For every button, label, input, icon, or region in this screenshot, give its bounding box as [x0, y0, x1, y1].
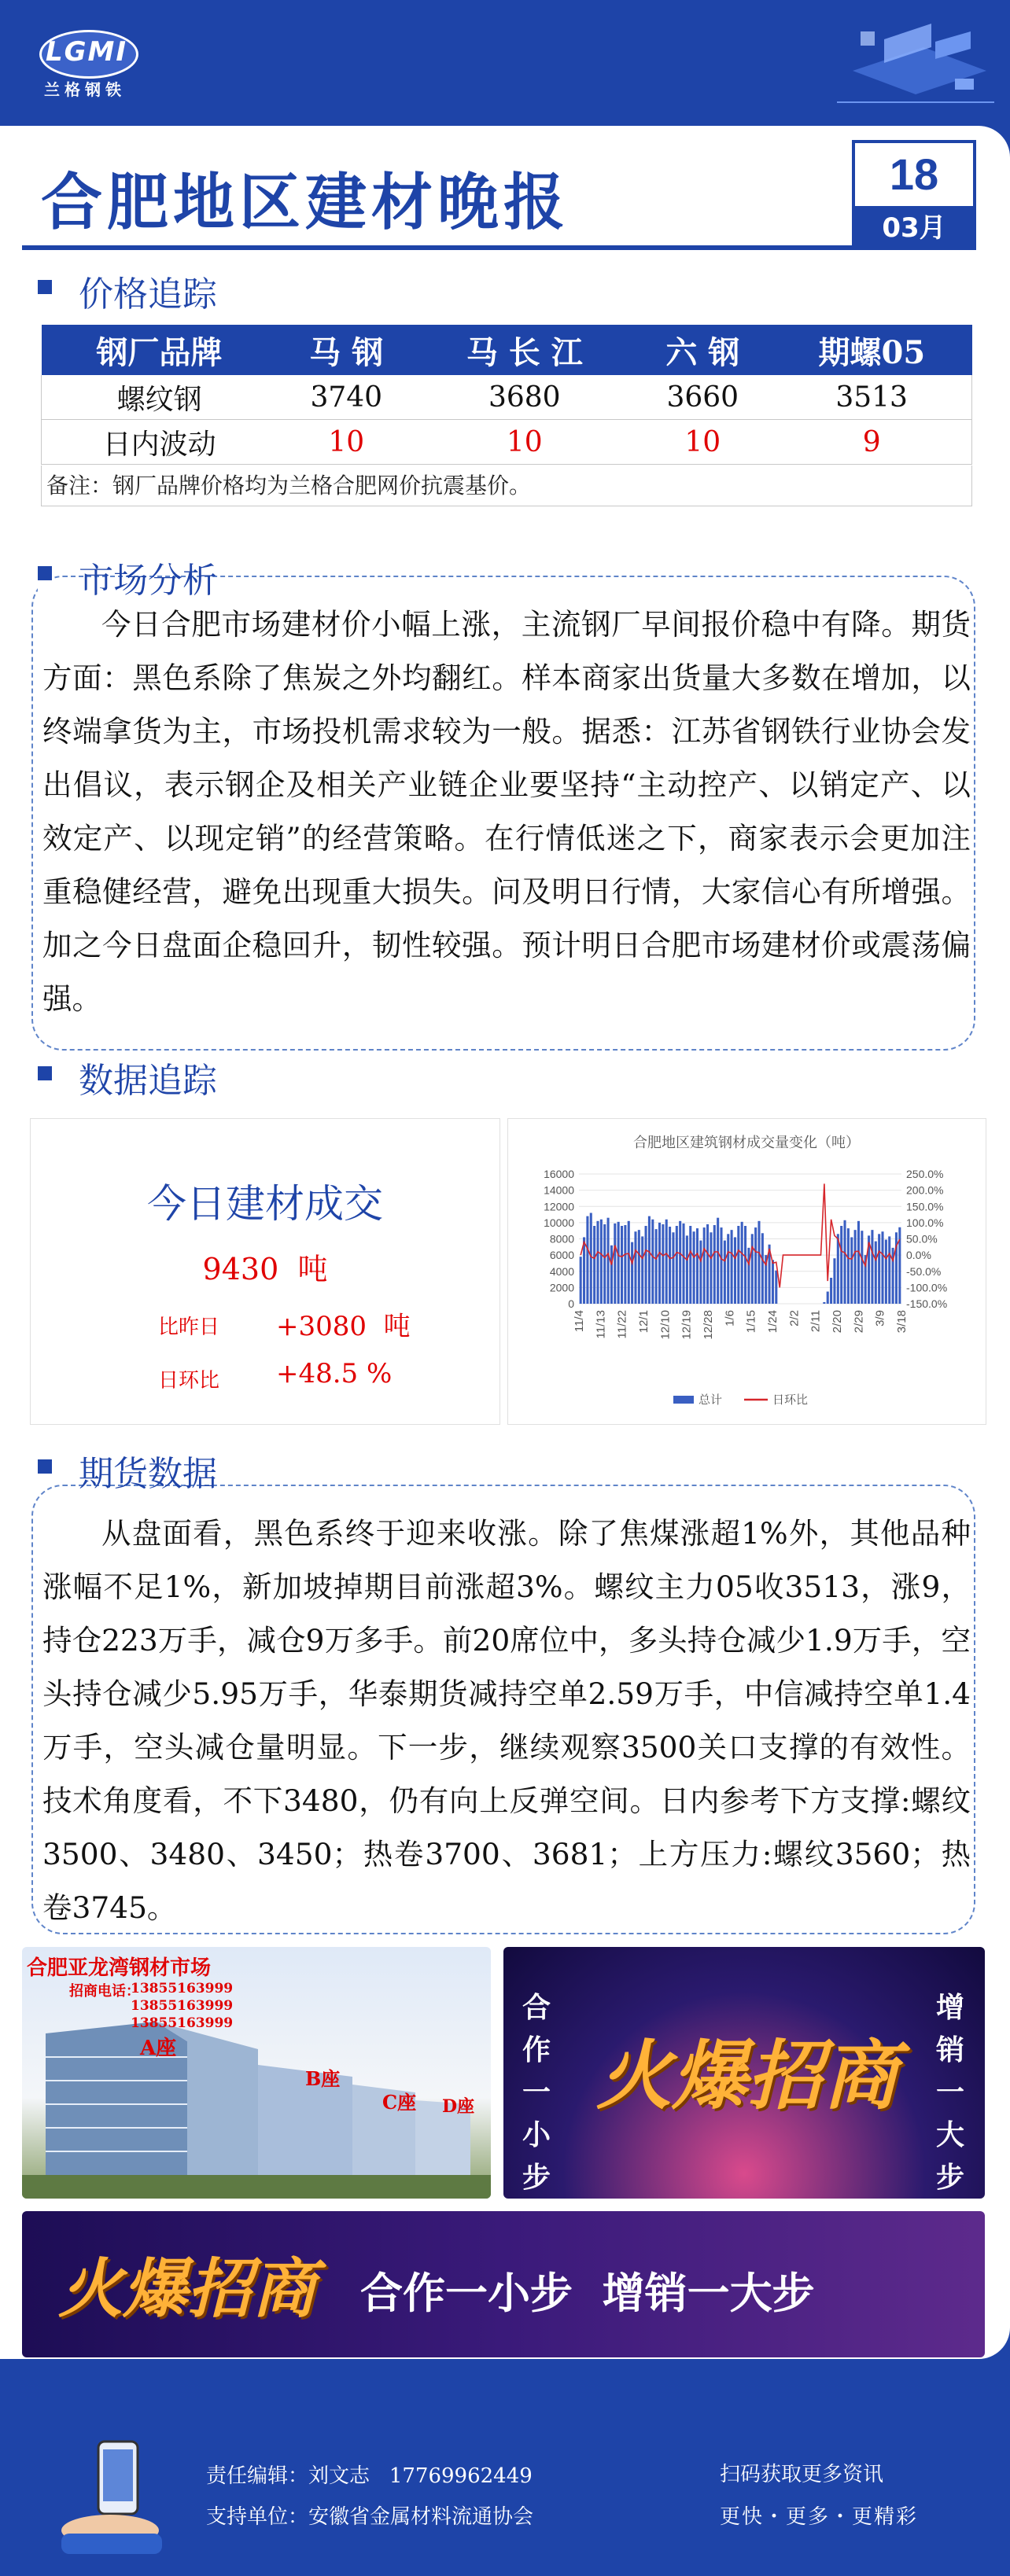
chart-bar — [580, 1257, 582, 1304]
chart-bar — [638, 1230, 640, 1304]
vs-yesterday-unit: 吨 — [383, 1311, 411, 1342]
vs-yesterday — [276, 1305, 411, 1343]
section-square-icon — [38, 1459, 52, 1474]
chart-bar — [669, 1227, 671, 1304]
table-header-cell: 钢厂品牌 — [42, 325, 278, 375]
today-volume — [31, 1245, 499, 1288]
section-square-icon — [38, 1066, 52, 1080]
chart-bar — [624, 1225, 626, 1304]
chart-bar — [857, 1221, 860, 1304]
ad1-phone: 13855163999 — [131, 1981, 234, 1996]
date-month: 03月 — [852, 206, 976, 250]
chart-bar — [885, 1240, 887, 1304]
lgmi-logo: LGMI 兰格钢铁 — [39, 30, 134, 93]
vs-yesterday-value: +3080 — [276, 1311, 367, 1342]
x-tick-label: 12/1 — [637, 1310, 651, 1334]
chart-bar — [741, 1222, 743, 1304]
legend-swatch-bar — [673, 1396, 694, 1404]
chart-bar — [706, 1224, 709, 1304]
y2-tick-label: -100.0% — [906, 1281, 948, 1294]
ad1-phone-label: 招商电话： — [69, 1983, 140, 2000]
chart-bar — [679, 1221, 681, 1304]
legend-label: 总计 — [699, 1393, 723, 1407]
chart-bar — [617, 1222, 620, 1304]
volume-value: 9430 — [202, 1252, 279, 1286]
chart-bar — [823, 1302, 825, 1304]
chart-bar — [840, 1226, 842, 1304]
chart-bar — [720, 1227, 722, 1304]
x-tick-label: 2/2 — [787, 1310, 802, 1327]
date-day: 18 — [852, 140, 976, 209]
chart-bar — [717, 1218, 719, 1304]
chart-bar — [693, 1231, 695, 1304]
y2-tick-label: 200.0% — [906, 1183, 944, 1197]
chart-bar — [696, 1228, 699, 1304]
chart-bar — [651, 1220, 654, 1304]
table-cell: 3513 — [772, 375, 971, 420]
y2-tick-label: 250.0% — [906, 1168, 944, 1180]
today-volume-label: 今日建材成交 — [147, 1181, 383, 1227]
y-tick-label: 8000 — [549, 1232, 574, 1246]
chart-bar — [761, 1233, 764, 1304]
chart-bar — [837, 1234, 839, 1304]
chart-bar — [758, 1221, 760, 1304]
y2-tick-label: 150.0% — [906, 1200, 944, 1213]
y2-tick-label: 0.0% — [906, 1249, 931, 1262]
y2-tick-label: -150.0% — [906, 1297, 948, 1310]
table-header-row — [42, 325, 972, 375]
x-tick-label: 1/24 — [766, 1310, 780, 1334]
chart-bar — [631, 1242, 633, 1304]
x-tick-label: 12/10 — [658, 1310, 673, 1340]
ad1-label-d: D座 — [442, 2096, 475, 2117]
footer-support — [206, 2501, 533, 2530]
x-tick-label: 11/13 — [594, 1310, 608, 1339]
chart-bar — [833, 1258, 835, 1304]
chart-bar — [703, 1227, 706, 1304]
y2-tick-label: 100.0% — [906, 1216, 944, 1229]
chart-bar — [658, 1223, 661, 1304]
table-header-cell: 马 钢 — [277, 325, 415, 375]
chart-bar — [645, 1226, 647, 1304]
y-tick-label: 12000 — [544, 1200, 574, 1213]
ad2-right-text: 增销一大步 — [935, 1991, 964, 2194]
x-tick-label: 3/9 — [873, 1310, 887, 1327]
section-market: 市场分析 — [38, 552, 52, 599]
chart-bar — [731, 1230, 733, 1304]
page-title: 合肥地区建材晚报 — [41, 167, 570, 238]
ad1-phone: 13855163999 — [131, 1998, 234, 2014]
ad1-label-a: A座 — [140, 2037, 177, 2060]
chart-bar — [861, 1231, 863, 1304]
x-tick-label: 1/15 — [744, 1310, 758, 1334]
editor-name: 刘文志 — [308, 2464, 370, 2488]
chart-bar — [586, 1216, 588, 1304]
volume-chart — [508, 1119, 986, 1424]
chart-bar — [850, 1237, 853, 1304]
chart-bar — [898, 1227, 901, 1304]
table-header-cell: 马 长 江 — [415, 325, 633, 375]
x-tick-label: 2/20 — [831, 1310, 844, 1334]
legend-label: 日环比 — [772, 1393, 809, 1407]
chart-bar — [689, 1226, 691, 1304]
chart-bar — [655, 1229, 658, 1304]
ad3-slogan: 合作一小步 增销一大步 — [360, 2268, 815, 2318]
y-tick-label: 0 — [568, 1297, 574, 1310]
chart-bar — [888, 1236, 890, 1304]
chart-bar — [662, 1224, 664, 1304]
daily-ratio-value: +48.5 % — [276, 1358, 393, 1389]
ad1-label-b: B座 — [305, 2067, 341, 2090]
phone-hand-icon — [55, 2438, 173, 2556]
chart-bar — [676, 1226, 678, 1304]
support-name: 安徽省金属材料流通协会 — [308, 2505, 534, 2529]
table-cell: 10 — [277, 420, 415, 465]
volume-unit: 吨 — [297, 1252, 328, 1286]
table-cell: 3680 — [415, 375, 633, 420]
chart-bar — [734, 1237, 736, 1304]
table-cell: 10 — [633, 420, 772, 465]
chart-bar — [881, 1231, 883, 1304]
table-cell: 10 — [415, 420, 633, 465]
chart-bar — [610, 1246, 613, 1304]
chart-bar — [830, 1278, 832, 1304]
table-row — [42, 420, 972, 465]
chart-bar — [699, 1241, 702, 1304]
x-tick-label: 1/6 — [723, 1310, 737, 1327]
editor-label: 责任编辑： — [206, 2464, 309, 2488]
y-tick-label: 14000 — [544, 1183, 574, 1197]
chart-bar — [648, 1216, 651, 1304]
ad-recruit-1[interactable] — [503, 1947, 985, 2199]
ad-recruit-2[interactable] — [22, 2211, 985, 2357]
y-tick-label: 10000 — [544, 1216, 574, 1229]
table-cell: 9 — [772, 420, 971, 465]
chart-bar — [634, 1231, 636, 1304]
ad2-center-text: 火爆招商 — [596, 2031, 898, 2120]
chart-bar — [621, 1226, 623, 1304]
y-tick-label: 6000 — [549, 1249, 574, 1262]
ad2-left-text: 合作一小步 — [522, 1991, 551, 2194]
y-tick-label: 2000 — [549, 1281, 574, 1294]
chart-bar — [844, 1220, 846, 1304]
chart-bar — [775, 1271, 777, 1304]
chart-bar — [665, 1220, 668, 1304]
table-cell: 日内波动 — [42, 420, 278, 465]
y-tick-label: 16000 — [544, 1168, 574, 1180]
vs-yesterday-label: 比昨日 — [158, 1316, 220, 1339]
footer-editor — [206, 2460, 533, 2489]
market-analysis-text: 今日合肥市场建材价小幅上涨，主流钢厂早间报价稳中有降。期货方面：黑色系除了焦炭之外均翻红。样本商家出货量大多数在增加，以终端拿货为主，市场投机需求较为一般。据悉：江苏省钢铁行业协会发出倡议，表示钢企及相关产业链企业要坚持“主动控产、以销定产、以效定产、以现定销”的经营策略。在行情低迷之下，商家表示会更加注重稳健经营，避免出现重大损失。问及明日行情，大家信心有所增强。加之今日盘面企稳回升，韧性较强。预计明日合肥市场建材价或震荡偏强。 — [42, 607, 971, 1016]
section-square-icon — [38, 280, 52, 294]
ad1-phone: 13855163999 — [131, 2015, 234, 2031]
support-label: 支持单位： — [206, 2505, 309, 2529]
x-tick-label: 12/28 — [702, 1310, 715, 1340]
chart-bar — [854, 1230, 857, 1304]
chart-bar — [590, 1213, 592, 1305]
table-cell: 3740 — [277, 375, 415, 420]
chart-bar — [628, 1221, 630, 1304]
today-volume-card — [30, 1118, 500, 1425]
table-row — [42, 375, 972, 420]
price-note: 备注：钢厂品牌价格均为兰格合肥网价抗震基价。 — [41, 466, 972, 506]
tech-illustration-icon — [837, 16, 994, 110]
chart-bar — [600, 1220, 603, 1304]
editor-phone: 17769962449 — [389, 2464, 533, 2488]
chart-bar — [713, 1225, 716, 1304]
ad-yalongwan[interactable] — [22, 1947, 491, 2199]
chart-bar — [727, 1234, 729, 1304]
footer-qr-text: 扫码获取更多资讯 — [720, 2463, 884, 2486]
chart-bar — [875, 1242, 877, 1304]
chart-bar — [754, 1227, 757, 1304]
footer — [0, 2383, 1010, 2576]
footer-slogan: 更快・更多・更精彩 — [720, 2505, 919, 2529]
chart-bar — [747, 1248, 750, 1304]
volume-chart-card — [507, 1118, 986, 1425]
chart-bar — [614, 1224, 616, 1304]
x-tick-label: 11/22 — [615, 1310, 629, 1339]
futures-text: 从盘面看，黑色系终于迎来收涨。除了焦煤涨超1%外，其他品种涨幅不足1%，新加坡掉期目前涨超3%。螺纹主力05收3513，涨9，持仓223万手，减仓9万多手。前20席位中，多头持仓减少1.9万手，空头持仓减少5.95万手，华泰期货减持空单2.59万手，中信减持空单1.4万手，空头减仓量明显。下一步，继续观察3500关口支撑的有效性。技术角度看，不下3480，仍有向上反弹空间。日内参考下方支撑:螺纹3500、3480、3450；热卷3700、3681；上方压力:螺纹3560；热卷3745。 — [42, 1516, 971, 1925]
chart-bar — [724, 1241, 726, 1304]
chart-bar — [683, 1224, 685, 1304]
chart-bar — [744, 1226, 746, 1304]
x-tick-label: 2/11 — [809, 1310, 823, 1333]
chart-bar — [710, 1232, 712, 1304]
price-table — [41, 325, 972, 465]
chart-bar — [878, 1234, 880, 1304]
ad1-label-c: C座 — [382, 2091, 417, 2114]
y-tick-label: 4000 — [549, 1264, 574, 1278]
chart-title: 合肥地区建筑钢材成交量变化（吨） — [633, 1135, 860, 1151]
chart-bar — [827, 1292, 829, 1304]
ad1-phones — [131, 1980, 233, 2032]
x-tick-label: 11/4 — [573, 1310, 586, 1333]
chart-bar — [607, 1218, 610, 1304]
daily-ratio-label: 日环比 — [158, 1369, 220, 1393]
chart-bar — [847, 1228, 850, 1304]
chart-bar — [672, 1232, 674, 1304]
x-tick-label: 3/18 — [895, 1310, 909, 1334]
chart-bar — [593, 1226, 595, 1304]
section-square-icon — [38, 566, 52, 580]
ad3-center-text: 火爆招商 — [58, 2251, 316, 2327]
x-tick-label: 2/29 — [852, 1310, 866, 1334]
chart-bar — [641, 1236, 643, 1304]
ad1-title: 合肥亚龙湾钢材市场 — [27, 1956, 212, 1980]
chart-bar — [871, 1230, 873, 1304]
chart-bar — [596, 1221, 599, 1304]
table-header-cell: 期螺05 — [772, 325, 971, 375]
x-tick-label: 12/19 — [680, 1310, 694, 1340]
y2-tick-label: -50.0% — [906, 1264, 942, 1278]
chart-bar — [686, 1235, 688, 1304]
chart-bar — [751, 1234, 754, 1304]
table-cell: 3660 — [633, 375, 772, 420]
y2-tick-label: 50.0% — [906, 1232, 938, 1246]
chart-bar — [737, 1226, 739, 1304]
chart-bar — [772, 1260, 774, 1304]
title-underline — [22, 245, 856, 250]
chart-bar — [603, 1224, 606, 1304]
table-header-cell: 六 钢 — [633, 325, 772, 375]
table-cell: 螺纹钢 — [42, 375, 278, 420]
